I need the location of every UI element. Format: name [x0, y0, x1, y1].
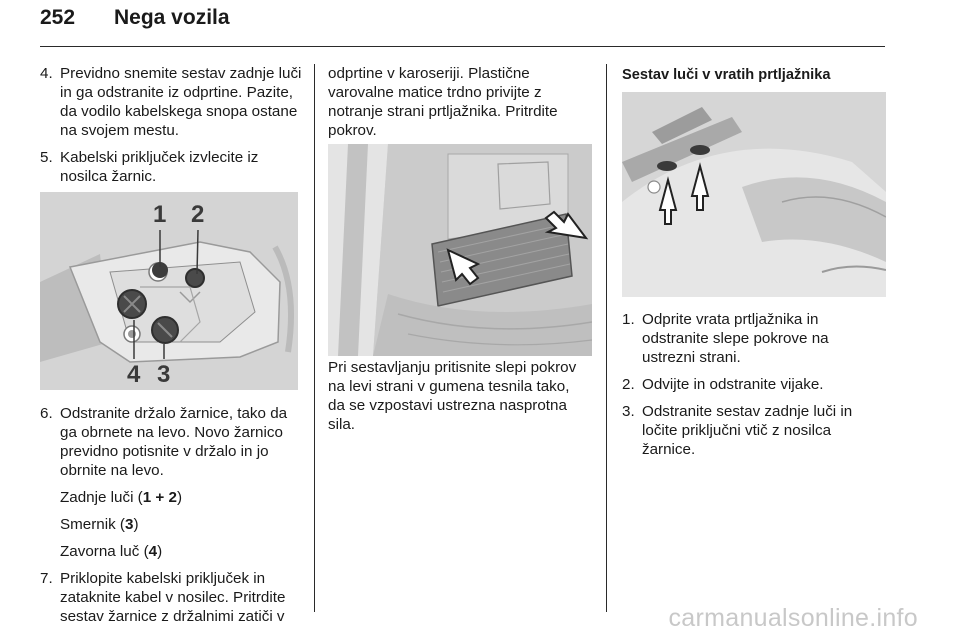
- tailgate-step-3-text: Odstranite sestav zadnje luči in ločite priključni vtič z nosilca žarnice.: [642, 403, 853, 458]
- tailgate-step-3: [622, 402, 880, 459]
- step-4-number: 4.: [40, 65, 53, 82]
- continuation-text: odprtine v karoseriji. Plastične varovalne matice trdno privijte z notranje strani prtljažnika. Pritrdite pokrov.: [328, 65, 558, 139]
- middle-column-top: [328, 64, 590, 144]
- step-5-text: Kabelski priključek izvlecite iz nosilca žarnic.: [60, 149, 259, 185]
- tailgate-step-1-text: Odprite vrata prtljažnika in odstranite slepe pokrove na ustrezni strani.: [642, 311, 829, 366]
- page-number: 252: [40, 6, 76, 29]
- step-5: [40, 148, 302, 186]
- trunk-cover-figure: [328, 144, 592, 356]
- tailgate-step-2-text: Odvijte in odstranite vijake.: [642, 376, 824, 393]
- indicator-line: Smernik (3): [60, 516, 139, 533]
- left-column-top: [40, 64, 302, 194]
- left-column-bottom: [40, 404, 302, 634]
- tailgate-step-2-number: 2.: [622, 376, 635, 393]
- rear-light-bulb-figure: [40, 192, 298, 390]
- figure-label-2: 2: [191, 201, 205, 228]
- figure-label-1: 1: [153, 201, 167, 228]
- column-divider-left: [314, 64, 315, 612]
- step-4: [40, 64, 302, 140]
- step-4-text: Previdno snemite sestav zadnje luči in ga odstranite iz odprtine. Pazite, da vodilo kabelskega snopa ostane na svojem mestu.: [60, 65, 302, 139]
- right-column-steps: [622, 310, 880, 467]
- rear-lights-line: Zadnje luči (1 + 2): [60, 489, 182, 506]
- step-7-text: Priklopite kabelski priključek in zataknite kabel v nosilec. Pritrdite sestav žarnice z držalnimi zatiči v: [60, 570, 286, 625]
- header-rule: [40, 46, 885, 47]
- right-column-heading: [622, 66, 886, 85]
- step-7: [40, 569, 302, 626]
- page-title: Nega vozila: [114, 6, 230, 29]
- site-watermark: carmanualsonline.info: [668, 604, 918, 632]
- rear-light-illustration: [40, 192, 298, 390]
- trunk-cover-illustration: [328, 144, 592, 356]
- figure-label-3: 3: [157, 361, 171, 388]
- tailgate-illustration: [622, 92, 886, 297]
- step-6: [40, 404, 302, 480]
- column-divider-right: [606, 64, 607, 612]
- section-heading: Sestav luči v vratih prtljažnika: [622, 67, 831, 83]
- step-7-number: 7.: [40, 570, 53, 587]
- tailgate-light-figure: [622, 92, 886, 297]
- middle-column-bottom: [328, 358, 590, 438]
- figure-label-4: 4: [127, 361, 141, 388]
- step-5-number: 5.: [40, 149, 53, 166]
- tailgate-step-1: [622, 310, 880, 367]
- tailgate-step-3-number: 3.: [622, 403, 635, 420]
- tailgate-step-1-number: 1.: [622, 311, 635, 328]
- brake-light-line: Zavorna luč (4): [60, 543, 163, 560]
- figure-caption: Pri sestavljanju pritisnite slepi pokrov na levi strani v gumena tesnila tako, da se vzpostavi ustrezna nasprotna sila.: [328, 359, 577, 433]
- tailgate-step-2: [622, 375, 880, 394]
- step-6-number: 6.: [40, 405, 53, 422]
- step-6-text: Odstranite držalo žarnice, tako da ga obrnete na levo. Novo žarnico previdno potisnite v držalo in jo obrnite na levo.: [60, 405, 288, 479]
